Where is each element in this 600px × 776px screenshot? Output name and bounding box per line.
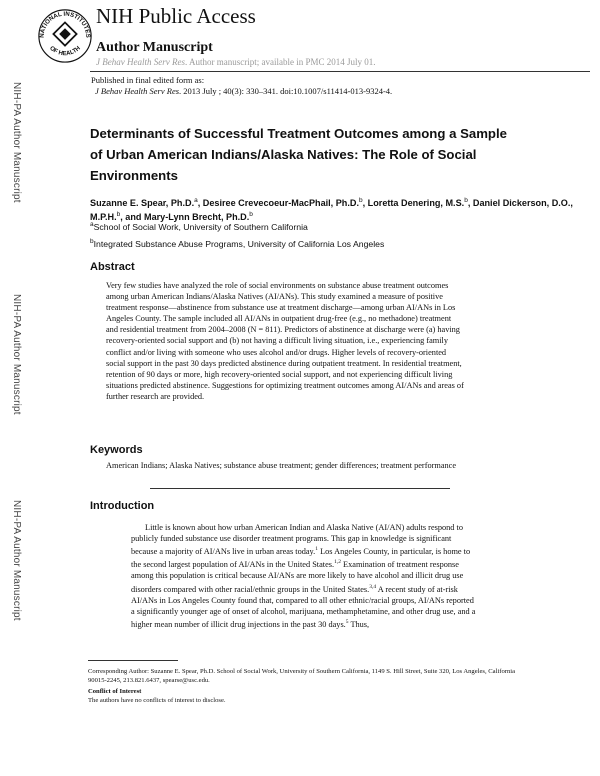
citation: J Behav Health Serv Res. 2013 July ; 40(3): 330–341. doi:10.1007/s11414-013-9324-4. bbox=[95, 86, 393, 96]
header-divider bbox=[90, 71, 590, 72]
keywords-heading: Keywords bbox=[90, 444, 143, 456]
affiliation-b: $^b$Integrated Substance Abuse Programs, University of California Los Angeles bbox=[90, 238, 385, 249]
author-manuscript-label: Author Manuscript bbox=[96, 40, 213, 55]
journal-availability-line: J Behav Health Serv Res. Author manuscript; available in PMC 2014 July 01. bbox=[96, 57, 376, 67]
author-affiliation-mark: b bbox=[249, 211, 253, 219]
logo-text: NATIONAL INSTITUTES bbox=[38, 10, 92, 38]
author-name: Daniel Dickerson, D.O., M.P.H. bbox=[90, 198, 573, 223]
keywords-text: American Indians; Alaska Natives; substance abuse treatment; gender differences; treatment performance bbox=[106, 461, 457, 470]
footnote-divider bbox=[88, 660, 178, 661]
side-banner: NIH-PA Author Manuscript bbox=[11, 500, 22, 621]
author-affiliation-mark: a bbox=[194, 197, 198, 204]
article-title: Determinants of Successful Treatment Outcomes among a Sample of Urban American Indians/Alaska Natives: The Role of Social Environments bbox=[90, 126, 507, 183]
abstract-heading: Abstract bbox=[90, 261, 135, 273]
corresponding-author-note: Corresponding Author: Suzanne E. Spear, Ph.D. School of Social Work, University of Southern California, 1149 S. Hill Street, Suite 320, Los Angeles, California 90015-2245, 213.821.6437, spearse@usc.edu. bbox=[88, 668, 516, 684]
nih-public-access-title: NIH Public Access bbox=[96, 4, 256, 28]
affiliation-a: $^a$School of Social Work, University of Southern California bbox=[90, 221, 308, 232]
published-label: Published in final edited form as: bbox=[91, 75, 205, 85]
conflict-of-interest-text: The authors have no conflicts of interest to disclose. bbox=[88, 697, 226, 704]
author-affiliation-mark: b bbox=[116, 211, 121, 219]
citation-reference: 5 bbox=[345, 618, 349, 625]
author-name: Suzanne E. Spear, Ph.D. bbox=[90, 198, 195, 209]
side-banner: NIH-PA Author Manuscript bbox=[11, 82, 22, 203]
keywords-divider bbox=[150, 488, 450, 489]
author-name: Desiree Crevecoeur-MacPhail, Ph.D. bbox=[202, 198, 359, 209]
citation-reference: 3,4 bbox=[369, 583, 377, 590]
svg-text:OF HEALTH: OF HEALTH bbox=[48, 44, 82, 58]
citation-reference: 1,2 bbox=[334, 559, 341, 566]
introduction-heading: Introduction bbox=[90, 500, 155, 512]
nih-seal-logo bbox=[36, 6, 94, 64]
author-list: Suzanne E. Spear, Ph.D.$^a$, Desiree Crevecoeur-MacPhail, Ph.D.$^b$, Loretta Denering, M.S.$^b$, Daniel Dickerson, D.O., M.P.H.$^b$, and Mary-Lynn Brecht, Ph.D.$^b$ bbox=[90, 197, 573, 223]
introduction-paragraph: Little is known about how urban American Indian and Alaska Native (AI/AN) adults respond to publicly funded substance use disorder treatment programs. This gap in knowledge is significant because a majority of AI/ANs live in urban areas today.$^1$ Los Angeles County, in particular, is home to the second largest population of AI/ANs in the United States.$^{1,2}$ Examination of treatment response among this population is critical because AI/ANs are more likely to have alcohol and illicit drug use disorders compared with other racial/ethnic groups in the United States.$^{3,4}$ A recent study of at-risk AI/ANs in Los Angeles County found that, compared to all other ethnic/racial groups, AI/ANs reported a significantly younger age of onset of alcohol, marijuana, methamphetamine, and other drug use, and a higher mean number of illicit drug injections in the past 30 days.$^5$ Thus, bbox=[131, 523, 476, 629]
author-name: Mary-Lynn Brecht, Ph.D. bbox=[144, 212, 250, 223]
conflict-of-interest-heading: Conflict of Interest bbox=[88, 688, 142, 695]
author-name: Loretta Denering, M.S. bbox=[367, 198, 465, 209]
author-affiliation-mark: b bbox=[464, 197, 468, 204]
author-affiliation-mark: b bbox=[358, 197, 363, 204]
side-banner: NIH-PA Author Manuscript bbox=[11, 294, 22, 415]
abstract-text: Very few studies have analyzed the role of social environments on substance abuse treatment outcomes among urban American Indians/Alaska Natives (AI/ANs). This study examined a measure of positive treatment response—abstinence from substance use at treatment discharge—among urban AI/ANs in Los Angeles County. The sample included all AI/ANs in outpatient drug-free (e.g., no methadone) treatment and residential treatment from 2004–2008 (N = 811). Predictors of abstinence at discharge were (a) having recovery-oriented social support and (b) not having a difficult living situation, i.e., experiencing family conflict and/or living with someone who uses alcohol and/or drugs. Higher levels of recovery-oriented social support in the past 30 days predicted abstinence during outpatient treatment. In residential treatment, retention of 90 days or more, high recovery-oriented social support, and not experiencing difficult living situations predicted abstinence. Suggestions for optimizing treatment outcomes among AI/ANs and areas of further research are provided. bbox=[106, 281, 464, 401]
citation-reference: 1 bbox=[315, 546, 318, 553]
